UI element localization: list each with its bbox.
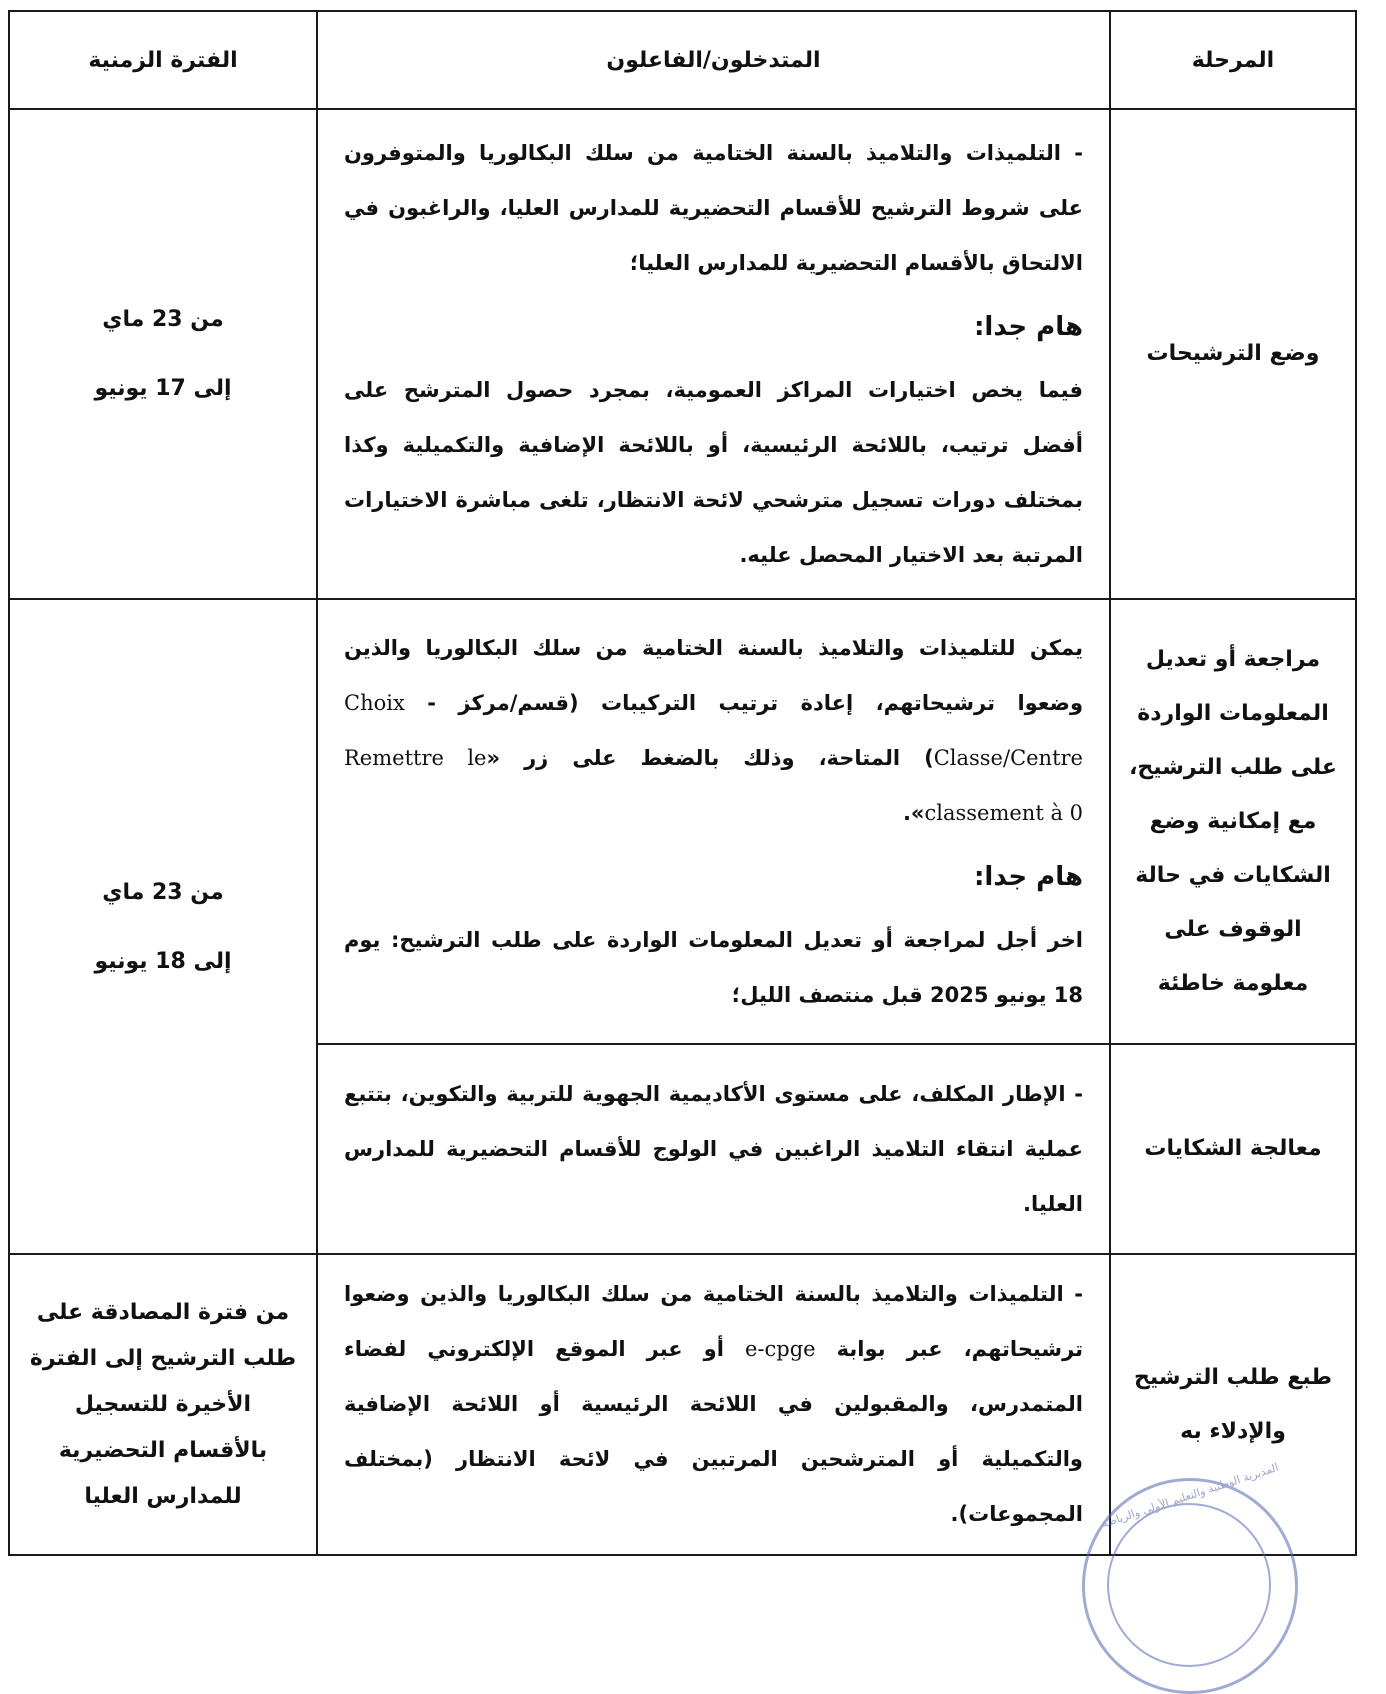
period-from: من 23 ماي <box>102 307 224 332</box>
portal-name: e-cpge <box>745 1337 816 1361</box>
stage-cell: معالجة الشكايات <box>1110 1044 1356 1254</box>
table-header-row <box>9 11 1356 109</box>
stage-cell: وضع الترشيحات <box>1110 109 1356 599</box>
important-heading: هام جدا: <box>974 861 1083 892</box>
period-cell <box>9 109 317 599</box>
actors-text-part: أو عبر الموقع الإلكتروني لفضاء المتمدرس، والمقبولين في اللائحة الرئيسية أو اللائحة الإضافية والتكميلية أو المترشحين المرتبين في لائحة الانتظار (بمختلف المجموعات). <box>344 1337 1083 1526</box>
stage-cell: طبع طلب الترشيح والإدلاء به <box>1110 1254 1356 1555</box>
actors-text <box>344 1267 1083 1542</box>
remettre-button-label: Remettre le classement à 0 <box>344 745 1083 825</box>
header-period: الفترة الزمنية <box>9 11 317 109</box>
actors-cell <box>317 1044 1110 1254</box>
stamp-text: المديرية الوطنية والتعليم الأولي والرياضة <box>1099 1460 1281 1531</box>
actors-cell <box>317 599 1110 1044</box>
header-stage: المرحلة <box>1110 11 1356 109</box>
actors-text-part: يمكن للتلميذات والتلاميذ بالسنة الختامية من سلك البكالوريا والذين وضعوا ترشيحاتهم، إعادة ترتيب التركيبات (قسم/مركز - <box>344 635 1084 715</box>
period-from: من 23 ماي <box>102 879 224 905</box>
actors-text-part: - التلميذات والتلاميذ بالسنة الختامية من سلك البكالوريا والذين وضعوا ترشيحاتهم، عبر بوابة <box>344 1282 1084 1361</box>
header-actors: المتدخلون/الفاعلون <box>317 11 1110 109</box>
table-row <box>9 599 1356 1044</box>
important-heading: هام جدا: <box>974 311 1083 342</box>
actors-text-part: ». <box>902 800 925 825</box>
actors-text: - الإطار المكلف، على مستوى الأكاديمية الجهوية للتربية والتكوين، بتتبع عملية انتقاء التلاميذ الراغبين في الولوج للأقسام التحضيرية للمدارس العليا. <box>344 1081 1083 1216</box>
period-to: إلى 18 يونيو <box>94 948 232 974</box>
actors-text-part: ) المتاحة، وذلك بالضغط على زر « <box>486 745 934 770</box>
important-note: فيما يخص اختيارات المراكز العمومية، بمجرد حصول المترشح على أفضل ترتيب، باللائحة الرئيسية، أو باللائحة الإضافية والتكميلية وكذا بمختلف دورات تسجيل مترشحي لائحة الانتظار، تلغى مباشرة الاختيارات المرتبة بعد الاختيار المحصل عليه. <box>344 377 1083 567</box>
period-cell <box>9 599 317 1254</box>
actors-text <box>344 621 1083 841</box>
choix-label: Choix Classe/Centre <box>344 690 1083 770</box>
actors-text: - التلميذات والتلاميذ بالسنة الختامية من سلك البكالوريا والمتوفرون على شروط الترشيح للأقسام التحضيرية للمدارس العليا، والراغبون في الالتحاق بالأقسام التحضيرية للمدارس العليا؛ <box>344 140 1083 275</box>
actors-cell <box>317 109 1110 599</box>
period-cell: من فترة المصادقة على طلب الترشيح إلى الفترة الأخيرة للتسجيل بالأقسام التحضيرية للمدارس العليا <box>9 1254 317 1555</box>
official-stamp <box>1082 1460 1298 1694</box>
schedule-table <box>8 10 1357 1556</box>
stamp-inner-ring <box>1107 1503 1271 1667</box>
table-row <box>9 109 1356 599</box>
stage-cell: مراجعة أو تعديل المعلومات الواردة على طلب الترشيح، مع إمكانية وضع الشكايات في حالة الوقوف على معلومة خاطئة <box>1110 599 1356 1044</box>
important-note: اخر أجل لمراجعة أو تعديل المعلومات الواردة على طلب الترشيح: يوم 18 يونيو 2025 قبل منتصف الليل؛ <box>344 927 1083 1007</box>
actors-cell <box>317 1254 1110 1555</box>
period-to: إلى 17 يونيو <box>94 376 232 401</box>
